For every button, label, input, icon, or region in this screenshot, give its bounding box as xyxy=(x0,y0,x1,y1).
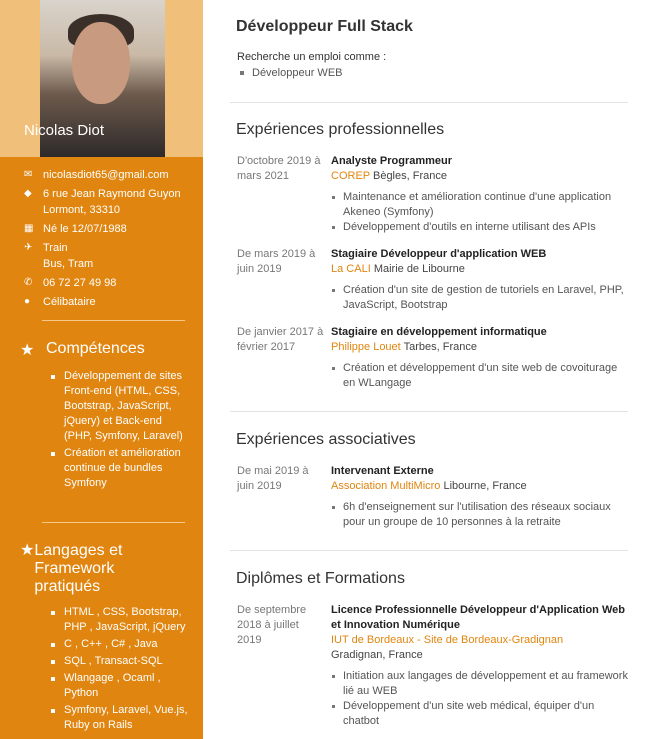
contact-birthdate xyxy=(24,221,194,237)
email-icon: ✉ xyxy=(24,169,33,180)
entry-location: Gradignan, France xyxy=(331,649,423,661)
entry-location: Tarbes, France xyxy=(403,341,477,353)
photo-area xyxy=(0,0,203,157)
contact-email[interactable] xyxy=(24,167,194,183)
entry-body xyxy=(331,464,631,530)
section-divider xyxy=(230,411,628,412)
entry-role: Licence Professionnelle Développeur d'Application Web et Innovation Numérique xyxy=(331,604,625,631)
list-item: Maintenance et amélioration continue d'une application Akeneo (Symfony) xyxy=(331,190,631,220)
entry-location: Mairie de Libourne xyxy=(373,263,465,275)
entry-bullets xyxy=(331,283,631,313)
langages-heading xyxy=(20,542,150,596)
entry-org-link[interactable]: COREP xyxy=(331,170,370,182)
entry-org-link[interactable]: Philippe Louet xyxy=(331,341,401,353)
page-title: Développeur Full Stack xyxy=(236,18,413,35)
entry-date: De mars 2019 à juin 2019 xyxy=(237,248,316,275)
entry-date: De janvier 2017 à février 2017 xyxy=(237,326,324,353)
contact-phone-text: 06 72 27 49 98 xyxy=(43,277,117,289)
contact-phone[interactable] xyxy=(24,275,194,291)
entry-location: Libourne, France xyxy=(443,480,527,492)
entry-bullets xyxy=(331,500,631,530)
contact-status xyxy=(24,294,194,310)
sidebar xyxy=(0,0,203,739)
list-item: Initiation aux langages de développement et au framework lié au WEB xyxy=(331,669,631,699)
contact-list xyxy=(24,167,194,313)
entry-bullets xyxy=(331,669,631,729)
entry-date: De mai 2019 à juin 2019 xyxy=(237,465,309,492)
location-icon: ◆ xyxy=(24,188,32,199)
contact-address-text: 6 rue Jean Raymond Guyon Lormont, 33310 xyxy=(43,188,181,216)
search-label: Recherche un emploi comme : xyxy=(237,51,387,63)
list-item: SQL , Transact-SQL xyxy=(50,654,190,669)
contact-transport xyxy=(24,240,194,272)
langages-list xyxy=(50,605,190,735)
list-item: Création et amélioration continue de bundles Symfony xyxy=(50,446,190,491)
search-item xyxy=(240,67,343,79)
contact-birthdate-text: Né le 12/07/1988 xyxy=(43,223,127,235)
entry-role: Analyste Programmeur xyxy=(331,155,453,167)
search-item-text: Développeur WEB xyxy=(252,67,343,79)
entry-date: De septembre 2018 à juillet 2019 xyxy=(237,604,307,646)
contact-email-text: nicolasdiot65@gmail.com xyxy=(43,169,169,181)
list-item: Symfony, Laravel, Vue.js, Ruby on Rails xyxy=(50,703,190,733)
calendar-icon: ▦ xyxy=(24,223,34,234)
list-item: Création d'un site de gestion de tutoriels en Laravel, PHP, JavaScript, Bootstrap xyxy=(331,283,631,313)
profile-name: Nicolas Diot xyxy=(24,122,105,139)
sidebar-divider xyxy=(42,320,185,321)
competences-title: Compétences xyxy=(46,340,145,357)
section-divider xyxy=(230,550,628,551)
plane-icon: ✈ xyxy=(24,242,33,253)
star-icon: ★ xyxy=(20,542,35,559)
list-item: 6h d'enseignement sur l'utilisation des réseaux sociaux pour un groupe de 10 personnes à la retraite xyxy=(331,500,631,530)
list-item: Création et développement d'un site web de covoiturage en WLangage xyxy=(331,361,631,391)
star-icon: ★ xyxy=(20,342,35,359)
langages-title: Langages et Framework pratiqués xyxy=(34,542,123,595)
competences-list xyxy=(50,369,190,493)
list-item: Wlangage , Ocaml , Python xyxy=(50,671,190,701)
contact-status-text: Célibataire xyxy=(43,296,96,308)
users-icon: ● xyxy=(24,296,31,307)
entry-body xyxy=(331,603,631,729)
entry-body xyxy=(331,247,631,313)
entry-body xyxy=(331,325,631,391)
entry-role: Stagiaire Développeur d'application WEB xyxy=(331,248,547,260)
experiences-title: Expériences professionnelles xyxy=(236,121,445,138)
photo-face xyxy=(72,22,130,104)
list-item: Développement de sites Front-end (HTML, CSS, Bootstrap, JavaScript, jQuery) et Back-end (PHP, Symfony, Laravel) xyxy=(50,369,190,444)
entry-role: Stagiaire en développement informatique xyxy=(331,326,547,338)
associatives-title: Expériences associatives xyxy=(236,431,416,448)
list-item: Développement d'un site web médical, équiper d'un chatbot xyxy=(331,699,631,729)
entry-bullets xyxy=(331,361,631,391)
competences-heading xyxy=(20,340,145,360)
entry-role: Intervenant Externe xyxy=(331,465,434,477)
entry-bullets xyxy=(331,190,631,235)
sidebar-divider xyxy=(42,522,185,523)
diplomes-title: Diplômes et Formations xyxy=(236,570,405,587)
entry-org-link[interactable]: La CALI xyxy=(331,263,371,275)
entry-org-link[interactable]: Association MultiMicro xyxy=(331,480,441,492)
list-item: Développement d'outils en interne utilisant des APIs xyxy=(331,220,631,235)
bullet-icon xyxy=(240,71,244,75)
entry-org-link[interactable]: IUT de Bordeaux - Site de Bordeaux-Gradignan xyxy=(331,634,564,646)
list-item: HTML , CSS, Bootstrap, PHP , JavaScript, jQuery xyxy=(50,605,190,635)
phone-icon: ✆ xyxy=(24,277,33,288)
entry-body xyxy=(331,154,631,235)
entry-location: Bègles, France xyxy=(372,170,447,182)
list-item: C , C++ , C# , Java xyxy=(50,637,190,652)
entry-date: D'octobre 2019 à mars 2021 xyxy=(237,155,321,182)
contact-transport-text: Train Bus, Tram xyxy=(43,242,94,270)
contact-address xyxy=(24,186,194,218)
section-divider xyxy=(230,102,628,103)
